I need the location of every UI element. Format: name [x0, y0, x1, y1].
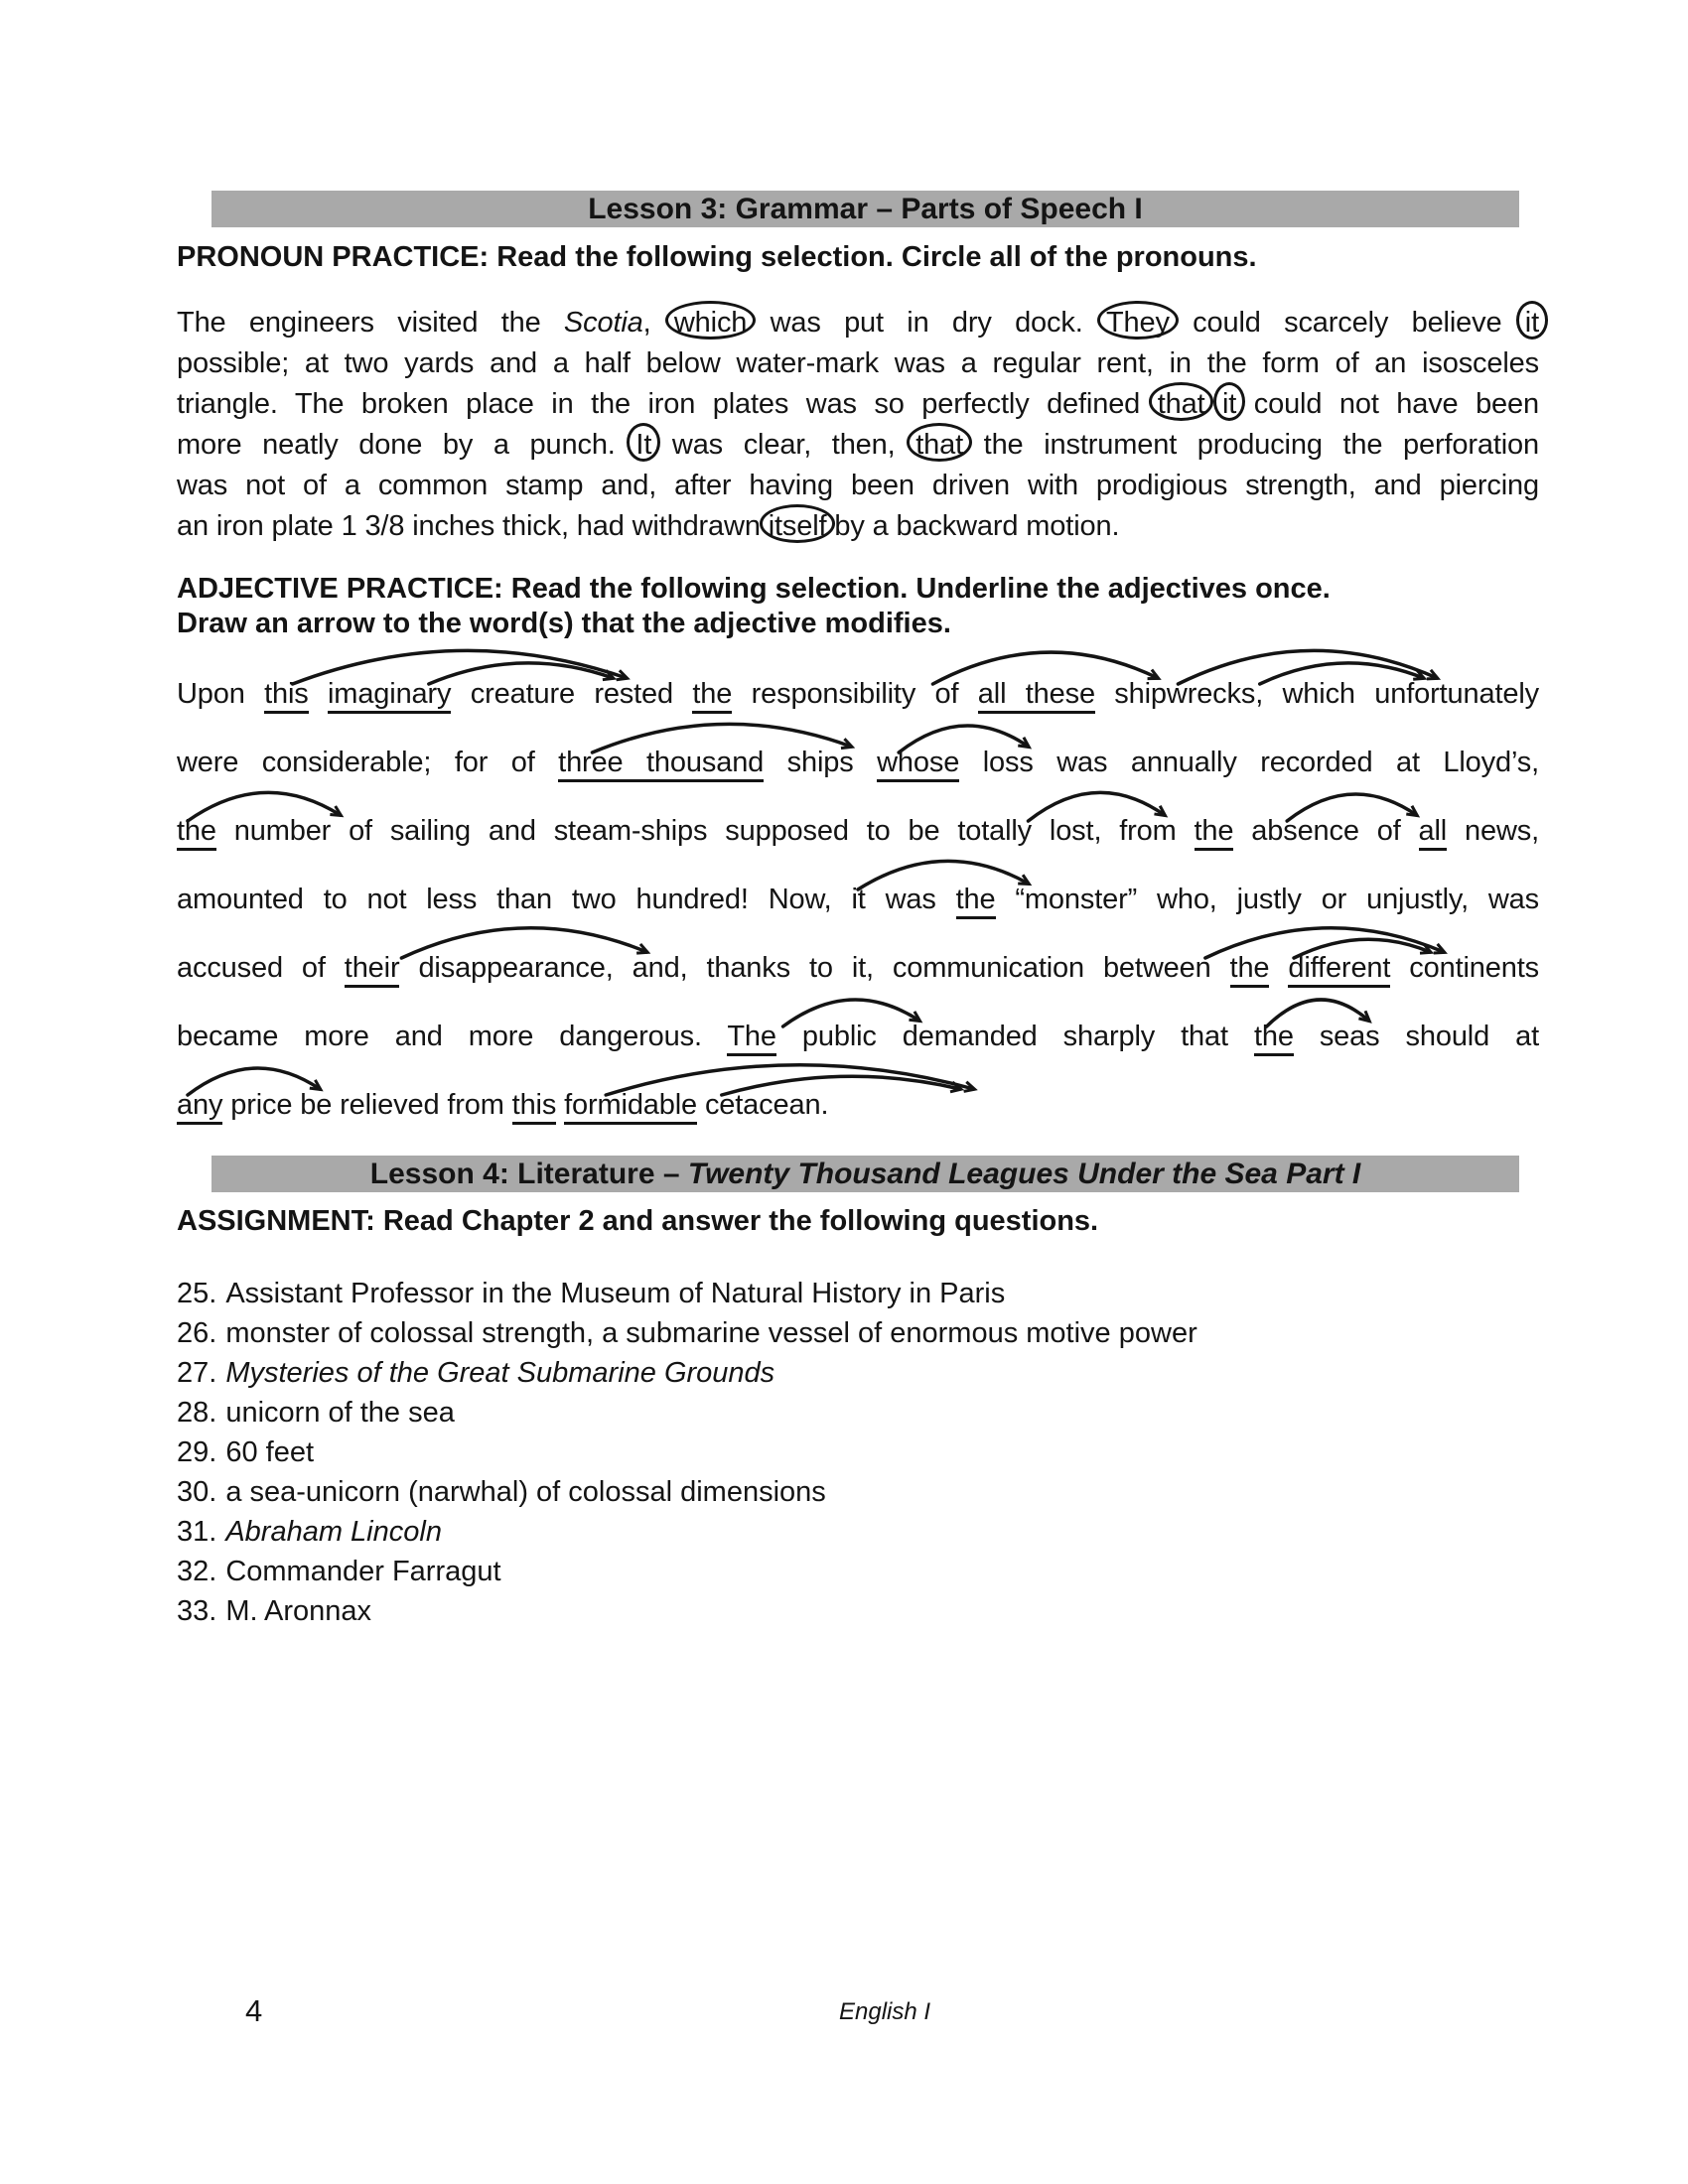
text-run: continents: [1390, 952, 1539, 984]
circled-pronoun: that: [1157, 388, 1205, 420]
answer-item: [177, 1433, 1539, 1472]
text-run: creature rested: [451, 678, 693, 710]
underlined-adjective: all: [1419, 815, 1448, 851]
underlined-adjective: any: [177, 1089, 222, 1125]
answers-list: [177, 1274, 1539, 1631]
text-run: [556, 1089, 564, 1121]
text-run: Scotia: [563, 307, 643, 339]
circled-pronoun: it: [1524, 307, 1539, 339]
answer-item: [177, 1353, 1539, 1393]
text-run: were considerable; for of: [177, 747, 559, 778]
answer-number: 30.: [177, 1476, 217, 1508]
answer-text: Mysteries of the Great Submarine Grounds: [225, 1357, 775, 1389]
text-run: was put in dry dock.: [747, 307, 1106, 339]
answer-number: 32.: [177, 1556, 217, 1587]
text-run: became more and more dangerous.: [177, 1021, 728, 1052]
text-run: was clear, then,: [651, 429, 916, 461]
circled-pronoun: They: [1105, 307, 1170, 339]
text-run: was not of a common stamp and, after having been driven with prodigious strength, and piercing: [177, 470, 1539, 501]
underlined-adjective: whose: [877, 747, 959, 782]
answer-number: 29.: [177, 1436, 217, 1468]
answer-text: Commander Farragut: [225, 1556, 501, 1587]
text-run: absence of: [1233, 815, 1419, 847]
answer-text: unicorn of the sea: [225, 1397, 455, 1429]
paragraph-line: [177, 425, 1539, 466]
text-run: could not have been: [1236, 388, 1539, 420]
underlined-adjective: the: [1254, 1021, 1294, 1056]
lesson3-header-bar: [211, 191, 1519, 227]
answer-item: [177, 1472, 1539, 1512]
circled-pronoun: that: [915, 429, 963, 461]
paragraph-line: [177, 343, 1539, 384]
answer-text: 60 feet: [225, 1436, 315, 1468]
underlined-adjective: three thousand: [558, 747, 764, 782]
text-run: ,: [642, 307, 674, 339]
underlined-adjective: their: [345, 952, 400, 988]
adjective-practice-instructions-line2: Draw an arrow to the word(s) that the adjective modifies.: [177, 608, 951, 639]
lesson4-header-bar: [211, 1156, 1519, 1192]
answer-number: 33.: [177, 1595, 217, 1627]
paragraph-line: [177, 384, 1539, 425]
paragraph-line: [177, 506, 1539, 547]
text-run: number of sailing and steam-ships supposed to be totally lost, from: [215, 815, 1195, 847]
underlined-adjective: The: [727, 1021, 776, 1056]
text-run: the instrument producing the perforation: [963, 429, 1539, 461]
answer-number: 28.: [177, 1397, 217, 1429]
answer-number: 27.: [177, 1357, 217, 1389]
answer-number: 25.: [177, 1278, 217, 1309]
underlined-adjective: the: [1195, 815, 1234, 851]
assignment-instructions: ASSIGNMENT: Read Chapter 2 and answer the following questions.: [177, 1205, 1099, 1237]
text-run: loss was annually recorded at Lloyd’s,: [959, 747, 1539, 778]
answer-text: M. Aronnax: [225, 1595, 372, 1627]
adjective-paragraph: [177, 645, 1539, 1125]
text-run: more neatly done by a punch.: [177, 429, 636, 461]
text-run: could scarcely believe: [1169, 307, 1525, 339]
answer-item: [177, 1393, 1539, 1433]
circled-pronoun: it: [1222, 388, 1237, 420]
answer-item: [177, 1552, 1539, 1591]
text-run: disappearance, and, thanks to it, communication between: [399, 952, 1230, 984]
text-run: price be relieved from: [222, 1089, 512, 1121]
text-run: “monster” who, justly or unjustly, was: [995, 884, 1540, 915]
underlined-adjective: the: [177, 815, 216, 851]
footer-course-label: English I: [839, 1998, 931, 2025]
text-run: responsibility of: [732, 678, 978, 710]
text-run: The engineers visited the: [177, 307, 564, 339]
underlined-adjective: this: [512, 1089, 557, 1125]
circled-pronoun: which: [673, 307, 748, 339]
answer-number: 31.: [177, 1516, 217, 1548]
text-run: shipwrecks, which unfortunately: [1094, 678, 1539, 710]
text-run: seas should at: [1293, 1021, 1539, 1052]
lesson4-header-title: Lesson 4: Literature –: [369, 1158, 688, 1190]
answer-text: monster of colossal strength, a submarine vessel of enormous motive power: [225, 1317, 1197, 1349]
underlined-adjective: different: [1288, 952, 1390, 988]
text-run: news,: [1447, 815, 1539, 847]
text-run: amounted to not less than two hundred! Now, it was: [177, 884, 956, 915]
underlined-adjective: this: [264, 678, 309, 714]
underlined-adjective: all these: [978, 678, 1095, 714]
text-run: cetacean.: [697, 1089, 829, 1121]
answer-text: Assistant Professor in the Museum of Natural History in Paris: [225, 1278, 1006, 1309]
adjective-line: [177, 1056, 1539, 1125]
answer-item: [177, 1313, 1539, 1353]
underlined-adjective: imaginary: [328, 678, 451, 714]
paragraph-line: [177, 303, 1539, 343]
adjective-practice-instructions-line1: ADJECTIVE PRACTICE: Read the following selection. Underline the adjectives once.: [177, 573, 1331, 605]
text-run: triangle. The broken place in the iron plates was so perfectly defined: [177, 388, 1158, 420]
text-run: accused of: [177, 952, 345, 984]
circled-pronoun: itself: [768, 510, 827, 542]
pronoun-paragraph: [177, 303, 1539, 547]
underlined-adjective: the: [692, 678, 732, 714]
underlined-adjective: formidable: [564, 1089, 697, 1125]
text-run: an iron plate 1 3/8 inches thick, had withdrawn: [177, 510, 769, 542]
text-run: by a backward motion.: [826, 510, 1120, 542]
answer-item: [177, 1591, 1539, 1631]
text-run: ships: [764, 747, 878, 778]
pronoun-practice-instructions: PRONOUN PRACTICE: Read the following selection. Circle all of the pronouns.: [177, 241, 1257, 273]
circled-pronoun: It: [635, 429, 652, 461]
underlined-adjective: the: [1230, 952, 1270, 988]
text-run: Upon: [177, 678, 265, 710]
paragraph-line: [177, 466, 1539, 506]
page-number: 4: [245, 1993, 263, 2028]
answer-text: Abraham Lincoln: [225, 1516, 442, 1548]
text-run: public demanded sharply that: [775, 1021, 1254, 1052]
answer-item: [177, 1512, 1539, 1552]
lesson4-header-book-title: Twenty Thousand Leagues Under the Sea Part I: [687, 1158, 1361, 1190]
answer-number: 26.: [177, 1317, 217, 1349]
underlined-adjective: the: [956, 884, 996, 919]
lesson3-header-title: Lesson 3: Grammar – Parts of Speech I: [588, 193, 1143, 225]
answer-item: [177, 1274, 1539, 1313]
text-run: possible; at two yards and a half below water-mark was a regular rent, in the form of an isosceles: [177, 347, 1539, 379]
answer-text: a sea-unicorn (narwhal) of colossal dimensions: [225, 1476, 826, 1508]
adjective-line-text: [177, 1087, 1539, 1123]
